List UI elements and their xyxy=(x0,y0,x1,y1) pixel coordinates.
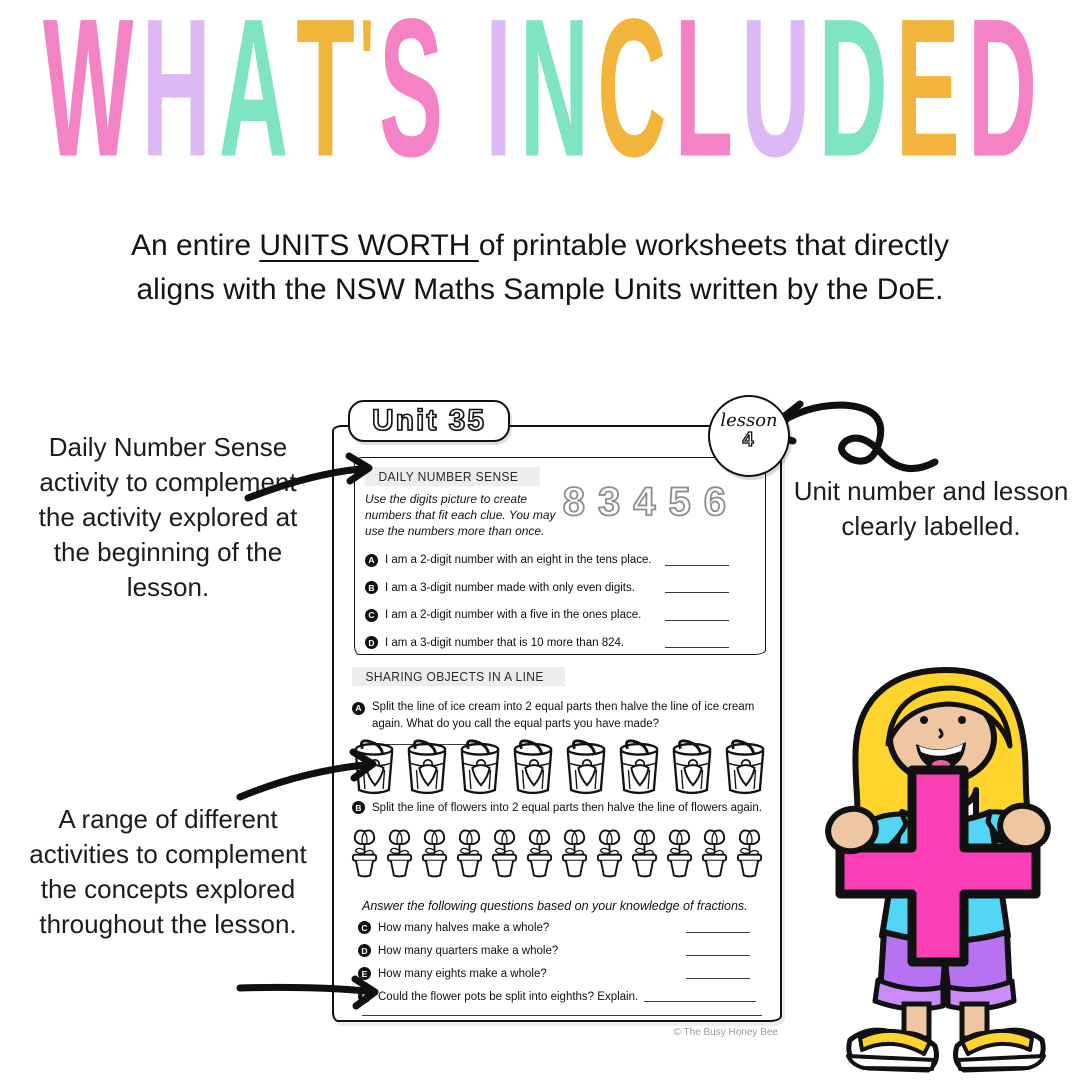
annotation-daily-number-sense: Daily Number Sense activity to complement the activity explored at the beginning of the lesson. xyxy=(38,432,298,603)
lesson-word: lesson xyxy=(720,410,778,431)
fraction-question-row xyxy=(358,967,762,980)
question-letter-badge: F xyxy=(358,990,371,1003)
fraction-question-text: Could the flower pots be split into eighths? Explain. xyxy=(378,990,639,1003)
flower-pot-icon xyxy=(419,825,450,881)
copyright-text: © The Busy Honey Bee xyxy=(673,1027,778,1038)
flower-pot-icon xyxy=(559,825,590,881)
ice-cream-bucket-icon xyxy=(351,739,397,797)
clue-letter-badge: D xyxy=(365,636,378,649)
title-letter: H xyxy=(141,0,211,199)
answer-blank-long xyxy=(362,1015,762,1016)
dns-clue-row xyxy=(365,609,755,622)
intro-underlined: UNITS WORTH xyxy=(259,229,479,262)
answer-blank xyxy=(665,555,729,566)
title-letter: D xyxy=(967,0,1038,199)
daily-number-sense-header: DAILY NUMBER SENSE xyxy=(365,467,539,486)
annotation-unit-lesson-label: Unit number and lesson clearly labelled. xyxy=(793,476,1069,542)
flower-pot-icon xyxy=(489,825,520,881)
face xyxy=(890,694,994,782)
fraction-question-row xyxy=(358,921,762,934)
flower-pot-icon xyxy=(629,825,660,881)
dns-clue-row xyxy=(365,554,755,567)
answer-blank xyxy=(686,945,750,956)
sharing-objects-header: SHARING OBJECTS IN A LINE xyxy=(352,667,565,686)
ice-cream-bucket-row xyxy=(351,739,771,797)
title-letter: C xyxy=(597,0,667,199)
title-letter: L xyxy=(674,0,734,199)
flower-pot-icon xyxy=(734,825,765,881)
ice-cream-bucket-icon xyxy=(616,739,662,797)
answer-blank xyxy=(686,968,750,979)
intro-post: of printable worksheets that directly aligns with the NSW Maths Sample Units written by the DoE. xyxy=(136,229,950,307)
annotation-range-of-activities: A range of different activities to complement the concepts explored throughout the lesson. xyxy=(29,804,307,940)
ice-cream-bucket-icon xyxy=(563,739,609,797)
title-letter: I xyxy=(485,0,512,199)
answer-blank xyxy=(686,922,750,933)
dns-clue-row xyxy=(365,636,755,649)
question-letter-badge: D xyxy=(358,944,371,957)
flower-pot-icon xyxy=(664,825,695,881)
hair-fringe xyxy=(888,688,1010,746)
lesson-circle xyxy=(708,395,790,477)
title-letter: T xyxy=(296,0,355,199)
clue-letter-badge: A xyxy=(365,554,378,567)
lesson-number: 4 xyxy=(742,429,756,451)
title-letter: D xyxy=(818,0,888,199)
ice-cream-bucket-icon xyxy=(457,739,503,797)
fractions-intro: Answer the following questions based on your knowledge of fractions. xyxy=(362,899,748,913)
ice-cream-bucket-icon xyxy=(510,739,556,797)
smile xyxy=(916,742,966,770)
dns-instructions: Use the digits picture to create numbers that fit each clue. You may use the numbers more than once. xyxy=(365,492,556,538)
fraction-question-text: How many eights make a whole? xyxy=(378,967,547,980)
answer-blank xyxy=(644,992,756,1002)
page-title xyxy=(0,0,1080,218)
answer-blank xyxy=(665,637,729,648)
dns-clue-row xyxy=(365,581,755,594)
ice-cream-bucket-icon xyxy=(722,739,768,797)
answer-blank xyxy=(665,610,729,621)
title-letter: N xyxy=(519,0,590,199)
title-letter: E xyxy=(895,0,960,199)
fraction-question-row xyxy=(358,990,762,1003)
unit-tab xyxy=(348,400,510,442)
fraction-question-text: How many halves make a whole? xyxy=(378,921,550,934)
title-letter: S xyxy=(379,0,444,199)
flower-pot-icon xyxy=(454,825,485,881)
question-letter-badge: A xyxy=(352,702,365,715)
flower-pot-row xyxy=(349,825,773,881)
daily-number-sense-box xyxy=(354,457,766,655)
clue-text: I am a 2-digit number with an eight in the tens place. xyxy=(385,554,652,567)
digits-picture: 83456 xyxy=(562,480,739,524)
clue-text: I am a 3-digit number that is 10 more than 824. xyxy=(385,636,625,649)
clue-text: I am a 2-digit number with a five in the ones place. xyxy=(385,609,642,622)
flower-pot-icon xyxy=(349,825,380,881)
shoe-left xyxy=(848,1030,936,1070)
ice-cream-bucket-icon xyxy=(404,739,450,797)
question-a-text: Split the line of ice cream into 2 equal parts then halve the line of ice cream again. What do you call the equal parts you have made? xyxy=(372,701,755,731)
question-letter-badge: B xyxy=(352,801,365,814)
title-letter: ' xyxy=(359,0,375,132)
plus-sign xyxy=(840,770,1036,962)
ice-cream-bucket-icon xyxy=(669,739,715,797)
question-letter-badge: E xyxy=(358,967,371,980)
clue-letter-badge: B xyxy=(365,581,378,594)
intro-pre: An entire xyxy=(130,229,260,262)
intro-paragraph xyxy=(90,224,990,312)
clue-letter-badge: C xyxy=(365,609,378,622)
flower-pot-icon xyxy=(384,825,415,881)
student-character-illustration xyxy=(812,664,1080,1078)
title-letter: A xyxy=(218,0,289,199)
fraction-question-text: How many quarters make a whole? xyxy=(378,944,559,957)
unit-label: Unit 35 xyxy=(372,404,487,437)
flower-pot-icon xyxy=(594,825,625,881)
shirt xyxy=(882,812,1008,944)
shoe-right xyxy=(956,1030,1044,1070)
hand-left xyxy=(824,804,881,856)
clue-text: I am a 3-digit number made with only even digits. xyxy=(385,581,635,594)
title-letter: W xyxy=(42,0,134,199)
question-b-text: Split the line of flowers into 2 equal parts then halve the line of flowers again. xyxy=(372,801,762,814)
title-letter: U xyxy=(741,0,811,199)
worksheet-preview xyxy=(332,404,782,1022)
shorts xyxy=(880,932,1010,1000)
hand-right xyxy=(996,801,1053,853)
question-letter-badge: C xyxy=(358,921,371,934)
flower-pot-icon xyxy=(524,825,555,881)
hair xyxy=(854,670,1034,843)
question-b-row xyxy=(352,801,772,814)
answer-blank xyxy=(665,582,729,593)
fraction-question-row xyxy=(358,944,762,957)
flower-pot-icon xyxy=(699,825,730,881)
